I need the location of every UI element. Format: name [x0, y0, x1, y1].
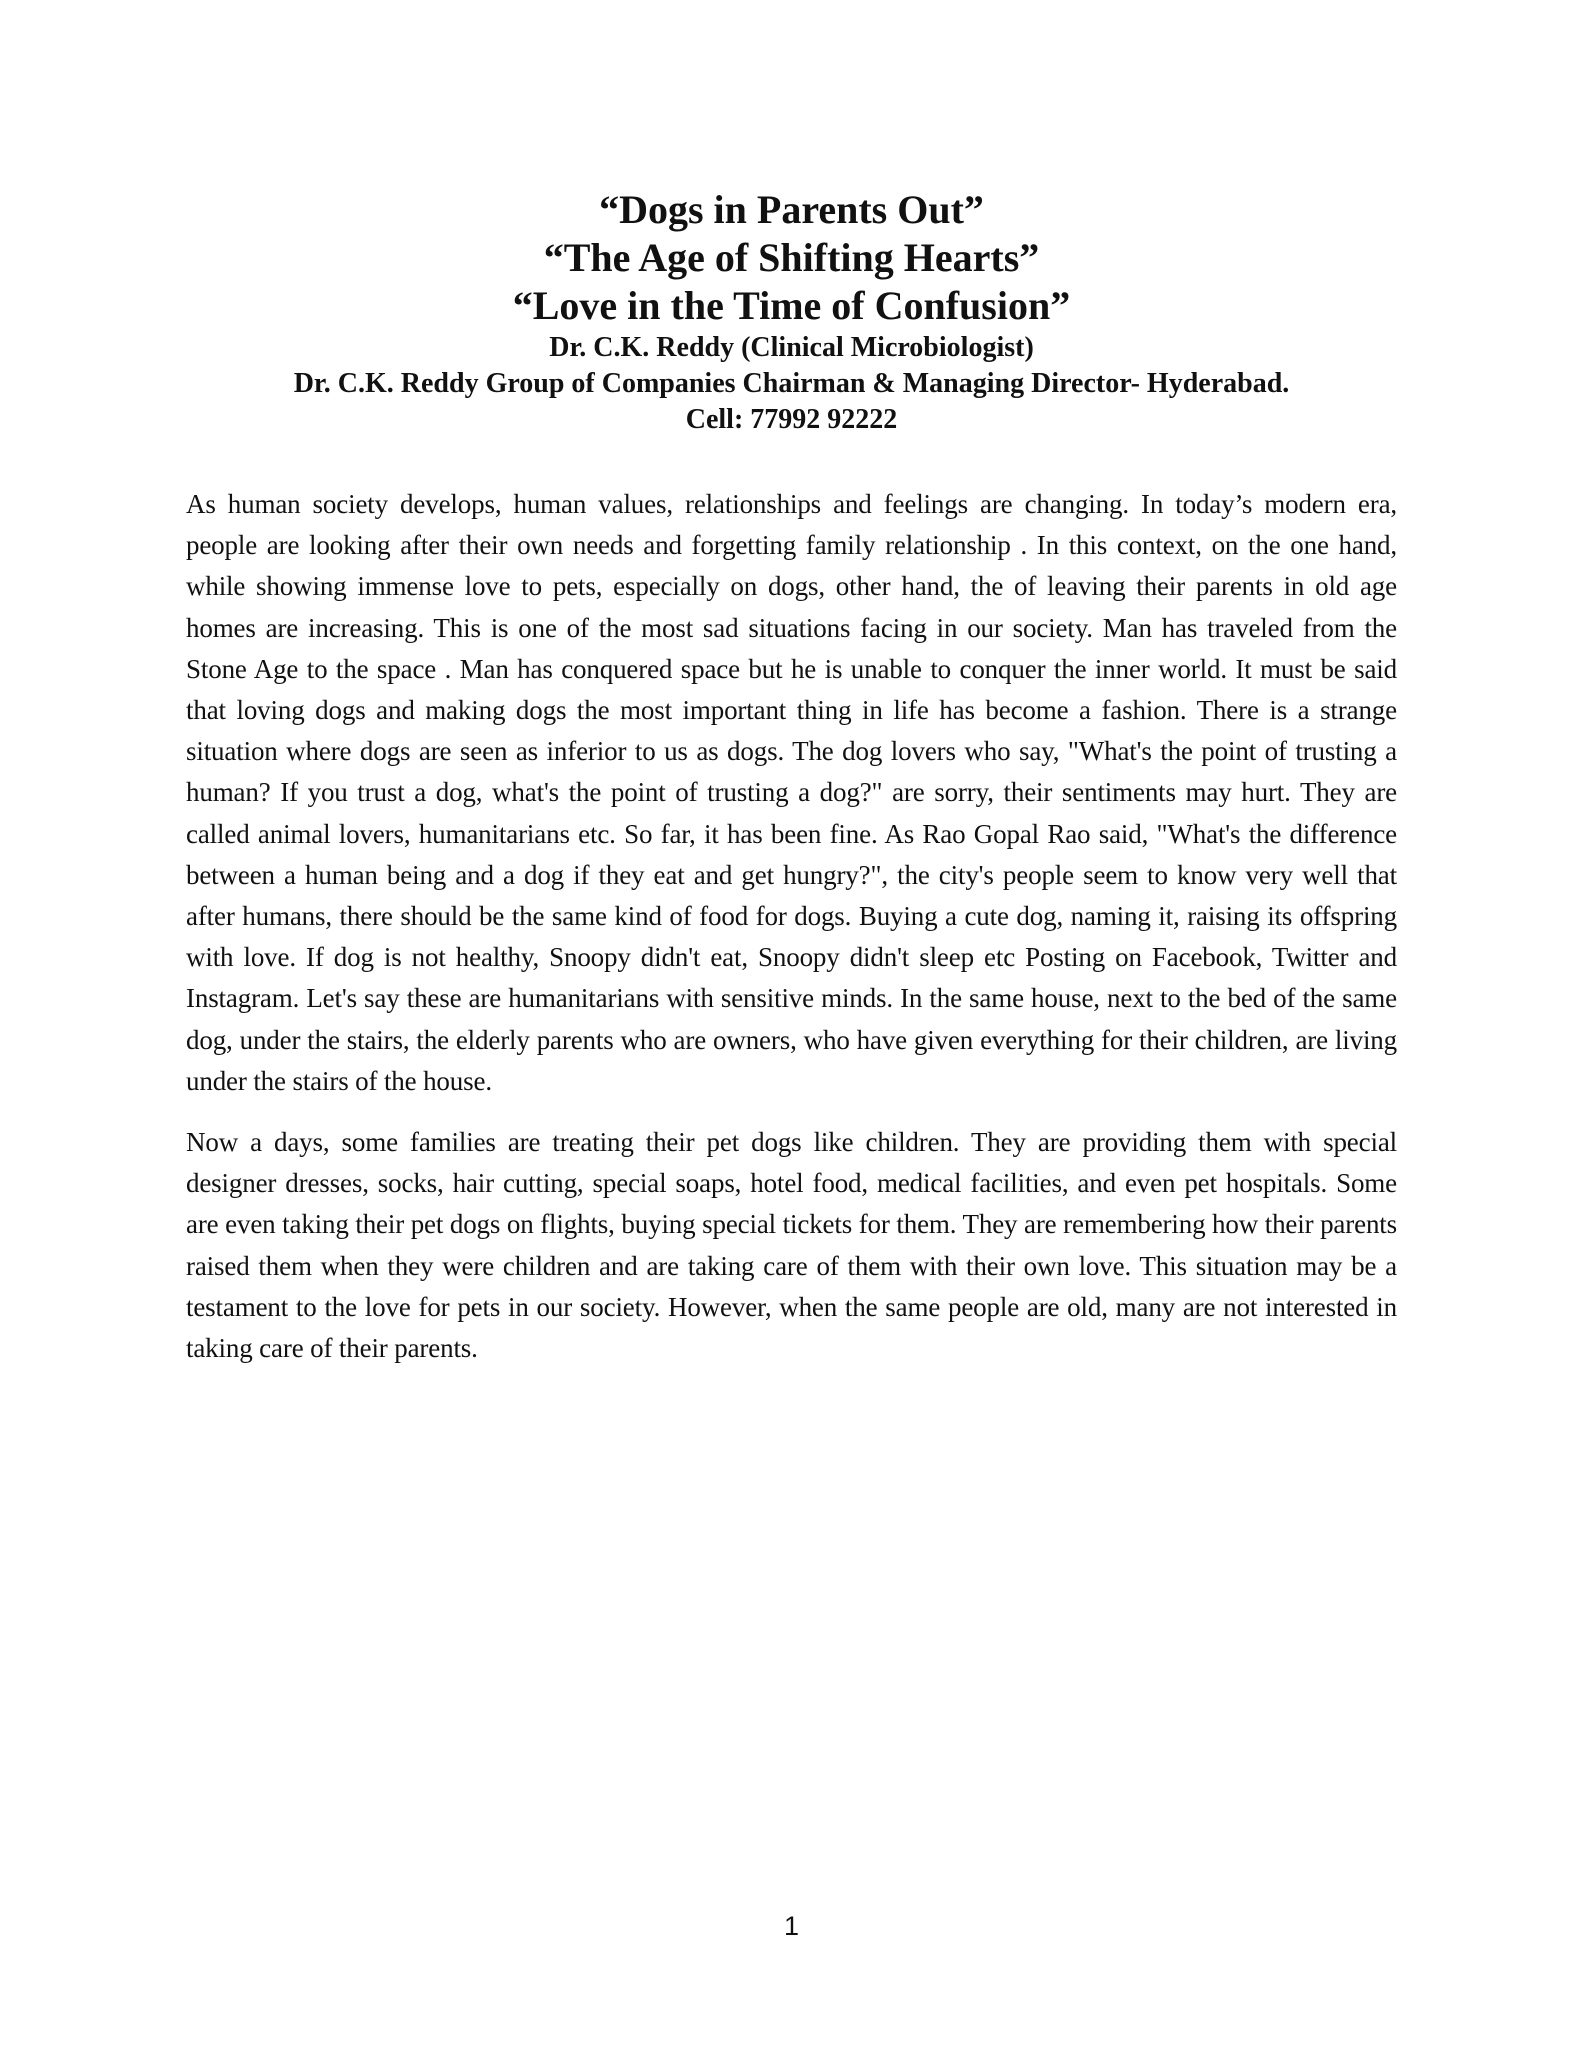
title-line-1: “Dogs in Parents Out” [599, 187, 984, 232]
document-header [0, 186, 1583, 438]
page-number: 1 [783, 1911, 800, 1941]
affiliation-line: Dr. C.K. Reddy Group of Companies Chairman & Managing Director- Hyderabad. [293, 368, 1290, 399]
paragraph-2: Now a days, some families are treating their pet dogs like children. They are providing them with special designer dresses, socks, hair cutting, special soaps, hotel food, medical facilities, and even pet hospitals. Some are even taking their pet dogs on flights, buying special tickets for them. They are remembering how their parents raised them when they were children and are taking care of them with their own love. This situation may be a testament to the love for pets in our society. However, when the same people are old, many are not interested in taking care of their parents. [186, 1127, 1397, 1364]
paragraph-1: As human society develops, human values, relationships and feelings are changing. In today’s modern era, people are looking after their own needs and forgetting family relationship . In this context, on the one hand, while showing immense love to pets, especially on dogs, other hand, the of leaving their parents in old age homes are increasing. This is one of the most sad situations facing in our society. Man has traveled from the Stone Age to the space . Man has conquered space but he is unable to conquer the inner world. It must be said that loving dogs and making dogs the most important thing in life has become a fashion. There is a strange situation where dogs are seen as inferior to us as dogs. The dog lovers who say, "What's the point of trusting a human? If you trust a dog, what's the point of trusting a dog?" are sorry, their sentiments may hurt. They are called animal lovers, humanitarians etc. So far, it has been fine. As Rao Gopal Rao said, "What's the difference between a human being and a dog if they eat and get hungry?", the city's people seem to know very well that after humans, there should be the same kind of food for dogs. Buying a cute dog, naming it, raising its offspring with love. If dog is not healthy, Snoopy didn't eat, Snoopy didn't sleep etc Posting on Facebook, Twitter and Instagram. Let's say these are humanitarians with sensitive minds. In the same house, next to the bed of the same dog, under the stairs, the elderly parents who are owners, who have given everything for their children, are living under the stairs of the house. [186, 489, 1397, 1096]
author-line: Dr. C.K. Reddy (Clinical Microbiologist) [549, 332, 1034, 363]
title-line-2: “The Age of Shifting Hearts” [543, 235, 1040, 280]
document-body [186, 484, 1397, 1389]
contact-line: Cell: 77992 92222 [685, 404, 898, 435]
title-line-3: “Love in the Time of Confusion” [512, 283, 1071, 328]
